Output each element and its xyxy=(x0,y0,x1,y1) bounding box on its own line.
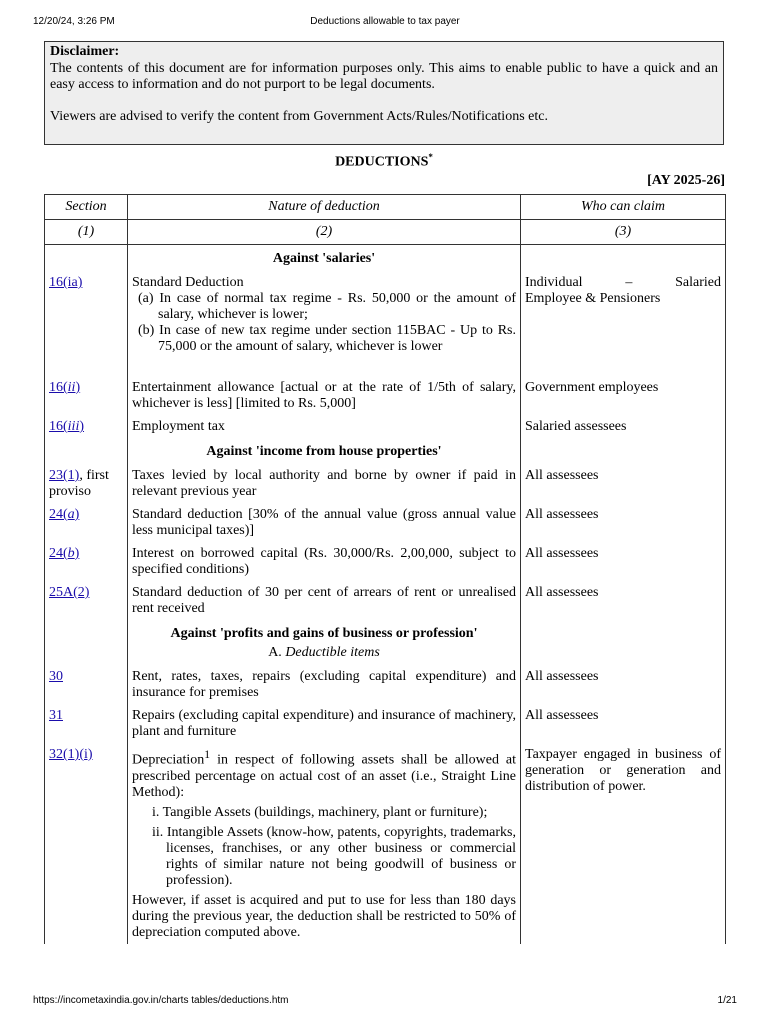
header-section: Section xyxy=(45,195,128,220)
nature-text: Employment tax xyxy=(128,415,521,438)
claim-text: All assessees xyxy=(521,704,726,743)
print-header xyxy=(33,16,737,30)
print-page-title: Deductions allowable to tax payer xyxy=(310,16,460,27)
col-number-1: (1) xyxy=(45,220,128,245)
footnote-marker: 1 xyxy=(204,748,211,761)
nature-text: Taxes levied by local authority and borne by owner if paid in relevant previous year xyxy=(128,464,521,503)
group-row-business xyxy=(45,620,726,665)
table-row xyxy=(45,665,726,704)
table-row xyxy=(45,704,726,743)
group-heading-house-property: Against 'income from house properties' xyxy=(128,438,521,464)
claim-word-salaried: Salaried xyxy=(675,275,721,290)
group-heading-business xyxy=(128,620,521,665)
deductions-table xyxy=(44,194,726,944)
group-heading-business-text: Against 'profits and gains of business or profession' xyxy=(170,626,478,641)
claim-dash: – xyxy=(625,275,633,290)
nature-subitem-a: (a) In case of normal tax regime - Rs. 50,000 or the amount of salary, whichever is lower; xyxy=(138,291,516,322)
header-nature: Nature of deduction xyxy=(128,195,521,220)
table-row xyxy=(45,376,726,415)
nature-text: Standard Deduction xyxy=(132,275,244,290)
section-link-31[interactable]: 31 xyxy=(49,708,63,723)
section-proviso: , first proviso xyxy=(49,468,109,499)
disclaimer-advice: Viewers are advised to verify the content from Government Acts/Rules/Notifications etc. xyxy=(50,109,548,124)
print-url: https://incometaxindia.gov.in/charts tables/deductions.htm xyxy=(33,995,289,1006)
section-link-23[interactable]: 23(1) xyxy=(49,468,80,483)
group-heading-salaries: Against 'salaries' xyxy=(128,245,521,272)
section-link-25a[interactable]: 25A(2) xyxy=(49,585,90,600)
claim-word-individual: Individual xyxy=(525,275,583,290)
section-link-16ii[interactable]: 16(ii) xyxy=(49,380,81,395)
nature-text: Rent, rates, taxes, repairs (excluding capital expenditure) and insurance for premises xyxy=(128,665,521,704)
table-header-row xyxy=(45,195,726,220)
print-timestamp: 12/20/24, 3:26 PM xyxy=(33,16,115,27)
col-number-2: (2) xyxy=(128,220,521,245)
nature-text: Standard deduction of 30 per cent of arrears of rent or unrealised rent received xyxy=(128,581,521,620)
nature-subitem-ii: ii. Intangible Assets (know-how, patents, copyrights, trademarks, licenses, franchises, or any other business or commercial rights of similar nature not being goodwill of business or profession). xyxy=(152,824,516,888)
claim-text: Government employees xyxy=(521,376,726,415)
nature-note: However, if asset is acquired and put to use for less than 180 days during the previous year, the deduction shall be restricted to 50% of depreciation computed above. xyxy=(132,892,516,940)
page-number: 1/21 xyxy=(717,995,737,1006)
claim-text: Salaried assessees xyxy=(521,415,726,438)
table-row xyxy=(45,581,726,620)
claim-text: All assessees xyxy=(521,581,726,620)
nature-text: Repairs (excluding capital expenditure) and insurance of machinery, plant and furniture xyxy=(128,704,521,743)
assessment-year: [AY 2025-26] xyxy=(647,173,725,188)
claim-text: Taxpayer engaged in business of generation or generation and distribution of power. xyxy=(521,743,726,944)
header-who-can-claim: Who can claim xyxy=(521,195,726,220)
disclaimer-box xyxy=(44,41,724,145)
nature-text: Standard deduction [30% of the annual value (gross annual value less municipal taxes)] xyxy=(128,503,521,542)
claim-text: All assessees xyxy=(521,503,726,542)
col-number-3: (3) xyxy=(521,220,726,245)
column-number-row xyxy=(45,220,726,245)
table-row xyxy=(45,743,726,944)
nature-subitem-i: i. Tangible Assets (buildings, machinery, plant or furniture); xyxy=(152,804,488,820)
section-link-24a[interactable]: 24(a) xyxy=(49,507,80,522)
claim-text: All assessees xyxy=(521,665,726,704)
group-subheading-deductible: A. Deductible items xyxy=(268,645,380,660)
table-row xyxy=(45,503,726,542)
print-footer xyxy=(33,995,737,1009)
document-title-text: DEDUCTIONS xyxy=(335,154,429,170)
section-link-16iii[interactable]: 16(iii) xyxy=(49,419,85,434)
table-row xyxy=(45,542,726,581)
section-link-32-1-i[interactable]: 32(1)(i) xyxy=(49,747,93,762)
document-title xyxy=(0,152,768,171)
section-link-16ia[interactable]: 16(ia) xyxy=(49,275,83,290)
section-link-24b[interactable]: 24(b) xyxy=(49,546,80,561)
nature-subitem-b: (b) In case of new tax regime under section 115BAC - Up to Rs. 75,000 or the amount of salary, whichever is lower xyxy=(138,323,516,354)
section-cell-23 xyxy=(45,464,128,503)
title-asterisk: * xyxy=(428,152,433,162)
nature-text: Depreciation$^1$ in respect of following assets shall be allowed at prescribed percentage on actual cost of an asset (i.e., Straight Line Method): xyxy=(132,748,516,800)
claim-text: All assessees xyxy=(521,542,726,581)
claim-text-line2: Employee & Pensioners xyxy=(525,291,661,306)
nature-text: Interest on borrowed capital (Rs. 30,000/Rs. 2,00,000, subject to specified conditions) xyxy=(128,542,521,581)
claim-text: All assessees xyxy=(521,464,726,503)
claim-text xyxy=(525,275,721,291)
nature-text: Entertainment allowance [actual or at the rate of 1/5th of salary, whichever is less] [limited to Rs. 5,000] xyxy=(128,376,521,415)
disclaimer-heading: Disclaimer: xyxy=(50,44,120,59)
disclaimer-text: The contents of this document are for information purposes only. This aims to enable public to have a quick and an easy access to information and do not purport to be legal documents. xyxy=(50,61,718,92)
group-row-salaries xyxy=(45,245,726,272)
table-row xyxy=(45,415,726,438)
table-row xyxy=(45,271,726,376)
section-link-30[interactable]: 30 xyxy=(49,669,63,684)
group-row-house-property xyxy=(45,438,726,464)
table-row xyxy=(45,464,726,503)
